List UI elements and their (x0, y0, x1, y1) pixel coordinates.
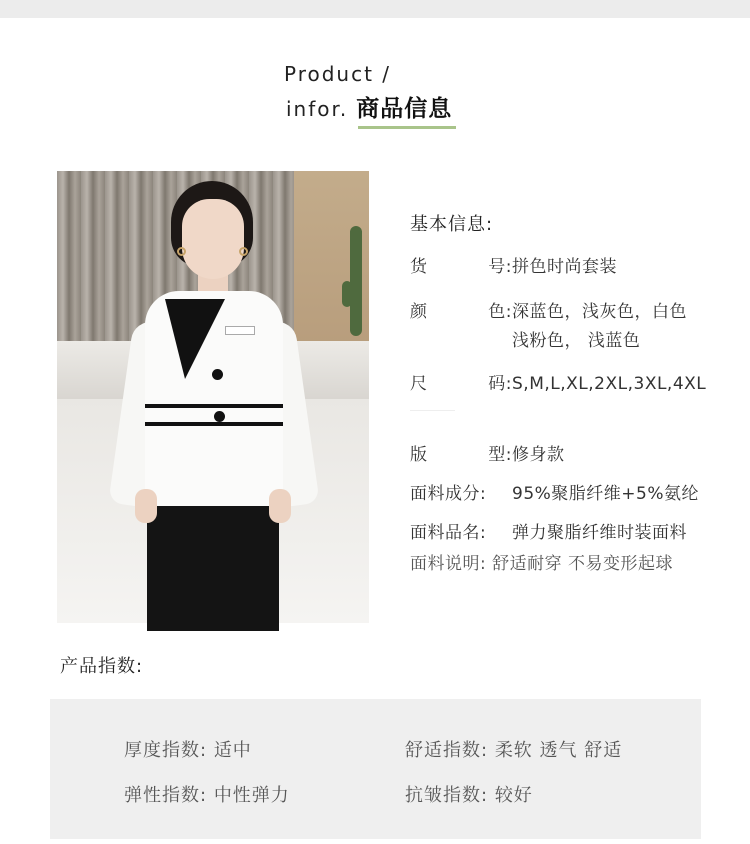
model-face (182, 199, 244, 279)
index-item-thickness (124, 736, 252, 762)
info-label: 面料品名: (410, 523, 487, 543)
index-label: 厚度指数: (124, 740, 208, 761)
info-row-color-continued (512, 327, 640, 356)
index-value: 较好 (494, 785, 533, 806)
info-label-char: 色: (488, 302, 512, 322)
index-value: 适中 (213, 740, 252, 761)
product-index-title: 产品指数: (60, 656, 144, 677)
index-label: 弹性指数: (124, 785, 208, 806)
model-earring-left (177, 247, 186, 256)
info-row-item-number (410, 253, 617, 282)
info-label-char: 货 (410, 257, 428, 277)
info-label (410, 253, 512, 282)
info-row-fabric-name (410, 519, 687, 548)
info-label (410, 298, 512, 327)
index-label: 抗皱指数: (405, 785, 489, 806)
info-cut-off-text: 面料说明: 舒适耐穿 不易变形起球 (410, 554, 674, 574)
header-english-line1: Product / (284, 62, 392, 86)
info-label-char: 码: (488, 374, 512, 394)
jacket-button-bottom (214, 411, 225, 422)
info-value: S,M,L,XL,2XL,3XL,4XL (512, 374, 707, 394)
header-title (286, 90, 452, 123)
index-value: 柔软 透气 舒适 (494, 740, 623, 761)
info-row-size (410, 370, 706, 399)
info-label-char: 颜 (410, 302, 428, 322)
index-item-comfort (405, 736, 622, 762)
info-label (410, 370, 512, 399)
index-item-elasticity (124, 781, 290, 807)
photo-cactus-arm (342, 281, 352, 307)
info-label: 面料成分: (410, 484, 487, 504)
model-hand-left (135, 489, 157, 523)
header-english-line2: infor. (286, 97, 349, 121)
info-value: 修身款 (512, 445, 565, 465)
info-row-cut-off (410, 548, 720, 574)
index-label: 舒适指数: (405, 740, 489, 761)
jacket-button-top (212, 369, 223, 380)
info-label-char: 版 (410, 445, 428, 465)
model-earring-right (239, 247, 248, 256)
info-row-fabric-composition (410, 480, 699, 509)
info-label-char: 型: (488, 445, 512, 465)
info-value: 拼色时尚套装 (512, 257, 617, 277)
index-item-wrinkle-resistance (405, 781, 533, 807)
info-label (410, 441, 512, 470)
info-label-char: 号: (488, 257, 512, 277)
jacket-name-badge (225, 326, 255, 335)
top-divider-strip (0, 0, 750, 18)
header-chinese-title-text: 商品信息 (356, 96, 453, 122)
info-value: 弹力聚脂纤维时装面料 (512, 523, 687, 543)
basic-info-title: 基本信息: (410, 214, 494, 235)
info-value: 95%聚脂纤维+5%氨纶 (512, 484, 699, 504)
photo-cactus (350, 226, 362, 336)
info-row-fit (410, 441, 565, 470)
product-photo (57, 171, 369, 623)
info-row-color (410, 298, 687, 327)
header-chinese-title (356, 90, 452, 123)
index-value: 中性弹力 (213, 785, 290, 806)
header-underline (358, 126, 456, 129)
model-hand-right (269, 489, 291, 523)
faint-divider (410, 410, 455, 411)
model-pants (147, 501, 279, 631)
product-index-panel (50, 699, 701, 839)
jacket-black-collar (165, 299, 225, 379)
info-value: 深蓝色，浅灰色，白色 (512, 302, 687, 322)
info-label-char: 尺 (410, 374, 428, 394)
info-value: 浅粉色， 浅蓝色 (512, 331, 641, 351)
